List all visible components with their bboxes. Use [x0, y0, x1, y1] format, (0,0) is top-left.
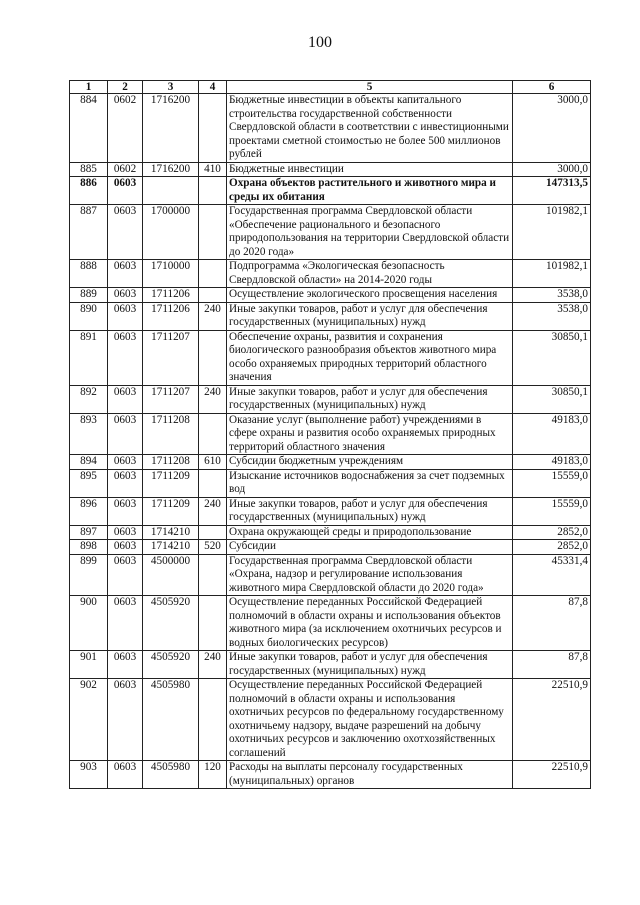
- row-description: Бюджетные инвестиции: [227, 162, 513, 177]
- expense-type-code: 610: [199, 455, 227, 470]
- row-description: Осуществление переданных Российской Федерацией полномочий в области охраны и использования объектов животного мира (за исключением охотничьих ресурсов и водных биологических ресурсов): [227, 596, 513, 651]
- section-code: 0603: [108, 497, 143, 525]
- row-amount: 147313,5: [513, 177, 591, 205]
- row-description: Иные закупки товаров, работ и услуг для обеспечения государственных (муниципальных) нужд: [227, 385, 513, 413]
- section-code: 0603: [108, 413, 143, 455]
- row-description: Изыскание источников водоснабжения за счет подземных вод: [227, 469, 513, 497]
- target-code: 4505980: [143, 761, 199, 789]
- target-code: 4505980: [143, 679, 199, 761]
- row-amount: 3538,0: [513, 302, 591, 330]
- expense-type-code: 240: [199, 651, 227, 679]
- row-number: 888: [70, 260, 108, 288]
- section-code: 0602: [108, 162, 143, 177]
- section-code: 0603: [108, 469, 143, 497]
- section-code: 0603: [108, 385, 143, 413]
- expense-type-code: 120: [199, 761, 227, 789]
- section-code: 0603: [108, 330, 143, 385]
- row-amount: 2852,0: [513, 540, 591, 555]
- target-code: 4505920: [143, 651, 199, 679]
- row-description: Иные закупки товаров, работ и услуг для обеспечения государственных (муниципальных) нужд: [227, 497, 513, 525]
- target-code: 1700000: [143, 205, 199, 260]
- table-row: [70, 596, 591, 651]
- table-header-row: [70, 81, 591, 94]
- column-header: 2: [108, 81, 143, 94]
- row-number: 897: [70, 525, 108, 540]
- section-code: 0603: [108, 596, 143, 651]
- section-code: 0603: [108, 525, 143, 540]
- expense-type-code: [199, 205, 227, 260]
- section-code: 0603: [108, 302, 143, 330]
- row-description: Субсидии бюджетным учреждениям: [227, 455, 513, 470]
- target-code: 1711209: [143, 469, 199, 497]
- row-number: 900: [70, 596, 108, 651]
- section-code: 0603: [108, 288, 143, 303]
- table-row: [70, 302, 591, 330]
- row-number: 896: [70, 497, 108, 525]
- expense-type-code: [199, 469, 227, 497]
- section-code: 0603: [108, 540, 143, 555]
- table-row: [70, 525, 591, 540]
- table-row: [70, 162, 591, 177]
- target-code: 1711207: [143, 330, 199, 385]
- target-code: 4500000: [143, 554, 199, 596]
- row-amount: 87,8: [513, 651, 591, 679]
- row-amount: 87,8: [513, 596, 591, 651]
- row-amount: 101982,1: [513, 260, 591, 288]
- table-row: [70, 469, 591, 497]
- column-header: 5: [227, 81, 513, 94]
- expense-type-code: 240: [199, 385, 227, 413]
- table-row: [70, 94, 591, 163]
- table-row: [70, 540, 591, 555]
- row-description: Охрана объектов растительного и животного мира и среды их обитания: [227, 177, 513, 205]
- target-code: 1711208: [143, 413, 199, 455]
- row-description: Оказание услуг (выполнение работ) учреждениями в сфере охраны и развития особо охраняемых природных территорий областного значения: [227, 413, 513, 455]
- table-row: [70, 288, 591, 303]
- section-code: 0603: [108, 679, 143, 761]
- row-amount: 15559,0: [513, 497, 591, 525]
- row-amount: 3000,0: [513, 94, 591, 163]
- target-code: 1711206: [143, 302, 199, 330]
- target-code: 4505920: [143, 596, 199, 651]
- expense-type-code: [199, 288, 227, 303]
- table-row: [70, 651, 591, 679]
- expense-type-code: [199, 413, 227, 455]
- row-description: Иные закупки товаров, работ и услуг для обеспечения государственных (муниципальных) нужд: [227, 651, 513, 679]
- row-amount: 22510,9: [513, 679, 591, 761]
- row-amount: 101982,1: [513, 205, 591, 260]
- target-code: [143, 177, 199, 205]
- target-code: 1711208: [143, 455, 199, 470]
- row-number: 887: [70, 205, 108, 260]
- row-description: Подпрограмма «Экологическая безопасность Свердловской области» на 2014-2020 годы: [227, 260, 513, 288]
- expense-type-code: [199, 679, 227, 761]
- section-code: 0603: [108, 205, 143, 260]
- row-number: 891: [70, 330, 108, 385]
- table-row: [70, 177, 591, 205]
- row-description: Расходы на выплаты персоналу государственных (муниципальных) органов: [227, 761, 513, 789]
- target-code: 1716200: [143, 94, 199, 163]
- row-description: Субсидии: [227, 540, 513, 555]
- row-amount: 22510,9: [513, 761, 591, 789]
- expense-type-code: [199, 94, 227, 163]
- row-number: 901: [70, 651, 108, 679]
- column-header: 4: [199, 81, 227, 94]
- column-header: 6: [513, 81, 591, 94]
- table-row: [70, 497, 591, 525]
- row-number: 884: [70, 94, 108, 163]
- row-number: 899: [70, 554, 108, 596]
- expense-type-code: [199, 525, 227, 540]
- row-number: 894: [70, 455, 108, 470]
- target-code: 1711206: [143, 288, 199, 303]
- expense-type-code: 520: [199, 540, 227, 555]
- row-amount: 45331,4: [513, 554, 591, 596]
- row-description: Обеспечение охраны, развития и сохранения биологического разнообразия объектов животного мира особо охраняемых природных территорий областного значения: [227, 330, 513, 385]
- row-amount: 49183,0: [513, 413, 591, 455]
- expense-type-code: [199, 596, 227, 651]
- row-description: Государственная программа Свердловской области «Охрана, надзор и регулирование использования животного мира Свердловской области до 2020 года»: [227, 554, 513, 596]
- row-amount: 49183,0: [513, 455, 591, 470]
- page-number: 100: [308, 34, 332, 51]
- row-description: Осуществление экологического просвещения населения: [227, 288, 513, 303]
- row-number: 892: [70, 385, 108, 413]
- expense-type-code: [199, 260, 227, 288]
- row-number: 886: [70, 177, 108, 205]
- target-code: 1714210: [143, 540, 199, 555]
- row-amount: 30850,1: [513, 330, 591, 385]
- expense-type-code: [199, 177, 227, 205]
- row-description: Бюджетные инвестиции в объекты капитального строительства государственной собственности Свердловской области в соответствии с инвестиционными проектами сметной стоимостью не более 500 миллионов рублей: [227, 94, 513, 163]
- row-number: 902: [70, 679, 108, 761]
- row-description: Государственная программа Свердловской области «Обеспечение рационального и безопасного природопользования на территории Свердловской области до 2020 года»: [227, 205, 513, 260]
- row-number: 895: [70, 469, 108, 497]
- expense-type-code: 240: [199, 302, 227, 330]
- row-amount: 15559,0: [513, 469, 591, 497]
- row-amount: 30850,1: [513, 385, 591, 413]
- expense-type-code: 410: [199, 162, 227, 177]
- table-row: [70, 455, 591, 470]
- row-description: Охрана окружающей среды и природопользование: [227, 525, 513, 540]
- target-code: 1710000: [143, 260, 199, 288]
- budget-table: [69, 80, 591, 789]
- section-code: 0603: [108, 455, 143, 470]
- expense-type-code: [199, 554, 227, 596]
- row-amount: 3538,0: [513, 288, 591, 303]
- row-number: 889: [70, 288, 108, 303]
- section-code: 0603: [108, 651, 143, 679]
- table-row: [70, 385, 591, 413]
- row-amount: 3000,0: [513, 162, 591, 177]
- table-row: [70, 260, 591, 288]
- table-row: [70, 679, 591, 761]
- expense-type-code: 240: [199, 497, 227, 525]
- expense-type-code: [199, 330, 227, 385]
- table-row: [70, 554, 591, 596]
- section-code: 0603: [108, 761, 143, 789]
- section-code: 0603: [108, 554, 143, 596]
- table-row: [70, 413, 591, 455]
- row-description: Иные закупки товаров, работ и услуг для обеспечения государственных (муниципальных) нужд: [227, 302, 513, 330]
- row-number: 903: [70, 761, 108, 789]
- target-code: 1711209: [143, 497, 199, 525]
- section-code: 0603: [108, 260, 143, 288]
- row-number: 890: [70, 302, 108, 330]
- section-code: 0603: [108, 177, 143, 205]
- target-code: 1716200: [143, 162, 199, 177]
- row-number: 898: [70, 540, 108, 555]
- section-code: 0602: [108, 94, 143, 163]
- row-amount: 2852,0: [513, 525, 591, 540]
- target-code: 1711207: [143, 385, 199, 413]
- table-row: [70, 330, 591, 385]
- row-description: Осуществление переданных Российской Федерацией полномочий в области охраны и использования охотничьих ресурсов по федеральному государственному охотничьему надзору, выдаче разрешений на добычу охотничьих ресурсов и заключению охотхозяйственных соглашений: [227, 679, 513, 761]
- row-number: 893: [70, 413, 108, 455]
- column-header: 1: [70, 81, 108, 94]
- column-header: 3: [143, 81, 199, 94]
- table-row: [70, 205, 591, 260]
- table-row: [70, 761, 591, 789]
- target-code: 1714210: [143, 525, 199, 540]
- row-number: 885: [70, 162, 108, 177]
